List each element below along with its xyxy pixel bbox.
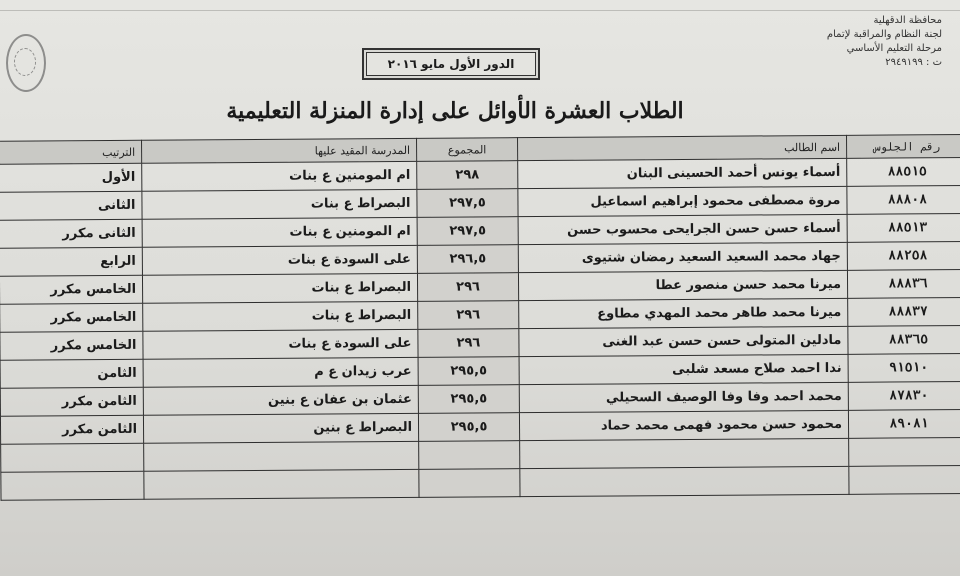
rank-cell: الثامن مكرر	[0, 387, 143, 416]
total-score-cell: ٢٩٥,٥	[418, 357, 519, 386]
rank-cell: الثامن مكرر	[0, 415, 143, 444]
school-cell: على السودة ع بنات	[142, 245, 417, 275]
header-rank: الترتيب	[0, 140, 142, 164]
header-line: محافظة الدقهلية	[873, 15, 942, 26]
rank-cell	[1, 443, 144, 472]
rank-cell	[1, 471, 144, 500]
total-score-cell: ٢٩٨	[417, 161, 518, 190]
total-score-cell: ٢٩٧,٥	[417, 217, 518, 246]
total-score-cell: ٢٩٧,٥	[417, 189, 518, 218]
student-name-cell	[520, 466, 849, 496]
school-cell	[144, 441, 419, 471]
student-name-cell: ندا احمد صلاح مسعد شلبى	[519, 354, 848, 384]
rank-cell: الأول	[0, 163, 142, 192]
rank-cell: الثامن	[0, 359, 143, 388]
rank-cell: الخامس مكرر	[0, 331, 143, 360]
seat-number-cell: ٨٨٨٣٦	[847, 270, 960, 299]
seat-number-cell: ٨٩٠٨١	[848, 409, 960, 438]
header-line: ت : ٢٩٤٩١٩٩	[885, 57, 942, 68]
student-name-cell: ميرنا محمد طاهر محمد المهدي مطاوع	[519, 298, 848, 328]
rank-cell: الخامس مكرر	[0, 303, 143, 332]
student-name-cell: مروة مصطفى محمود إبراهيم اسماعيل	[518, 186, 847, 216]
header-total: المجموع	[417, 138, 518, 162]
school-cell: البصراط ع بنات	[142, 273, 417, 303]
school-cell: ام المومنين ع بنات	[142, 161, 417, 191]
school-cell: على السودة ع بنات	[143, 329, 418, 359]
header-school: المدرسة المقيد عليها	[142, 138, 417, 163]
total-score-cell: ٢٩٦,٥	[417, 245, 518, 274]
exam-round-label: الدور الأول مايو ٢٠١٦	[362, 48, 540, 80]
seat-number-cell	[849, 437, 960, 466]
total-score-cell: ٢٩٥,٥	[418, 413, 519, 442]
student-name-cell: أسماء يونس أحمد الحسينى البنان	[518, 158, 847, 188]
total-score-cell	[419, 441, 520, 470]
school-cell: عثمان بن عفان ع بنين	[143, 385, 418, 415]
total-score-cell: ٢٩٦	[418, 329, 519, 358]
seat-number-cell: ٨٨٥١٣	[847, 214, 960, 243]
header-student-name: اسم الطالب	[518, 135, 847, 160]
table-row	[1, 465, 960, 500]
student-name-cell: محمد احمد وفا وفا الوصيف السحيلي	[519, 382, 848, 412]
rank-cell: الرابع	[0, 247, 142, 276]
seat-number-cell: ٨٨٢٥٨	[847, 242, 960, 271]
school-cell: عرب زيدان ع م	[143, 357, 418, 387]
student-name-cell: أسماء حسن حسن الجرايحى محسوب حسن	[518, 214, 847, 244]
school-cell: البصراط ع بنات	[143, 301, 418, 331]
seat-number-cell	[849, 465, 960, 494]
results-table	[0, 134, 960, 501]
rank-cell: الخامس مكرر	[0, 275, 143, 304]
table-body	[0, 158, 960, 501]
seat-number-cell: ٨٨٣٦٥	[848, 325, 960, 354]
ministry-seal-logo	[6, 34, 46, 92]
header-line: لجنة النظام والمراقبة لإتمام	[826, 29, 942, 40]
header-line: مرحلة التعليم الأساسي	[846, 43, 942, 54]
rank-cell: الثانى	[0, 191, 142, 220]
student-name-cell	[520, 438, 849, 468]
seat-number-cell: ٨٨٥١٥	[847, 158, 960, 187]
seat-number-cell: ٩١٥١٠	[848, 353, 960, 382]
student-name-cell: مادلين المتولى حسن حسن عبد الغنى	[519, 326, 848, 356]
student-name-cell: جهاد محمد السعيد السعيد رمضان شتيوى	[518, 242, 847, 272]
rank-cell: الثانى مكرر	[0, 219, 142, 248]
school-cell: البصراط ع بنات	[142, 189, 417, 219]
total-score-cell: ٢٩٦	[417, 273, 518, 302]
total-score-cell: ٢٩٦	[418, 301, 519, 330]
issuer-header	[802, 14, 942, 70]
school-cell: البصراط ع بنين	[143, 413, 418, 443]
total-score-cell	[419, 469, 520, 498]
seat-number-cell: ٨٧٨٣٠	[848, 381, 960, 410]
page-title: الطلاب العشرة الأوائل على إدارة المنزلة التعليمية	[226, 98, 684, 124]
header-seat-number: رقم الجلوس	[847, 135, 960, 159]
student-name-cell: ميرنا محمد حسن منصور عطا	[518, 270, 847, 300]
school-cell: ام المومنين ع بنات	[142, 217, 417, 247]
total-score-cell: ٢٩٥,٥	[418, 385, 519, 414]
seat-number-cell: ٨٨٨٣٧	[848, 297, 960, 326]
student-name-cell: محمود حسن محمود فهمى محمد حماد	[519, 410, 848, 440]
seat-number-cell: ٨٨٨٠٨	[847, 186, 960, 215]
school-cell	[144, 469, 419, 499]
page-edge-line	[0, 10, 960, 11]
